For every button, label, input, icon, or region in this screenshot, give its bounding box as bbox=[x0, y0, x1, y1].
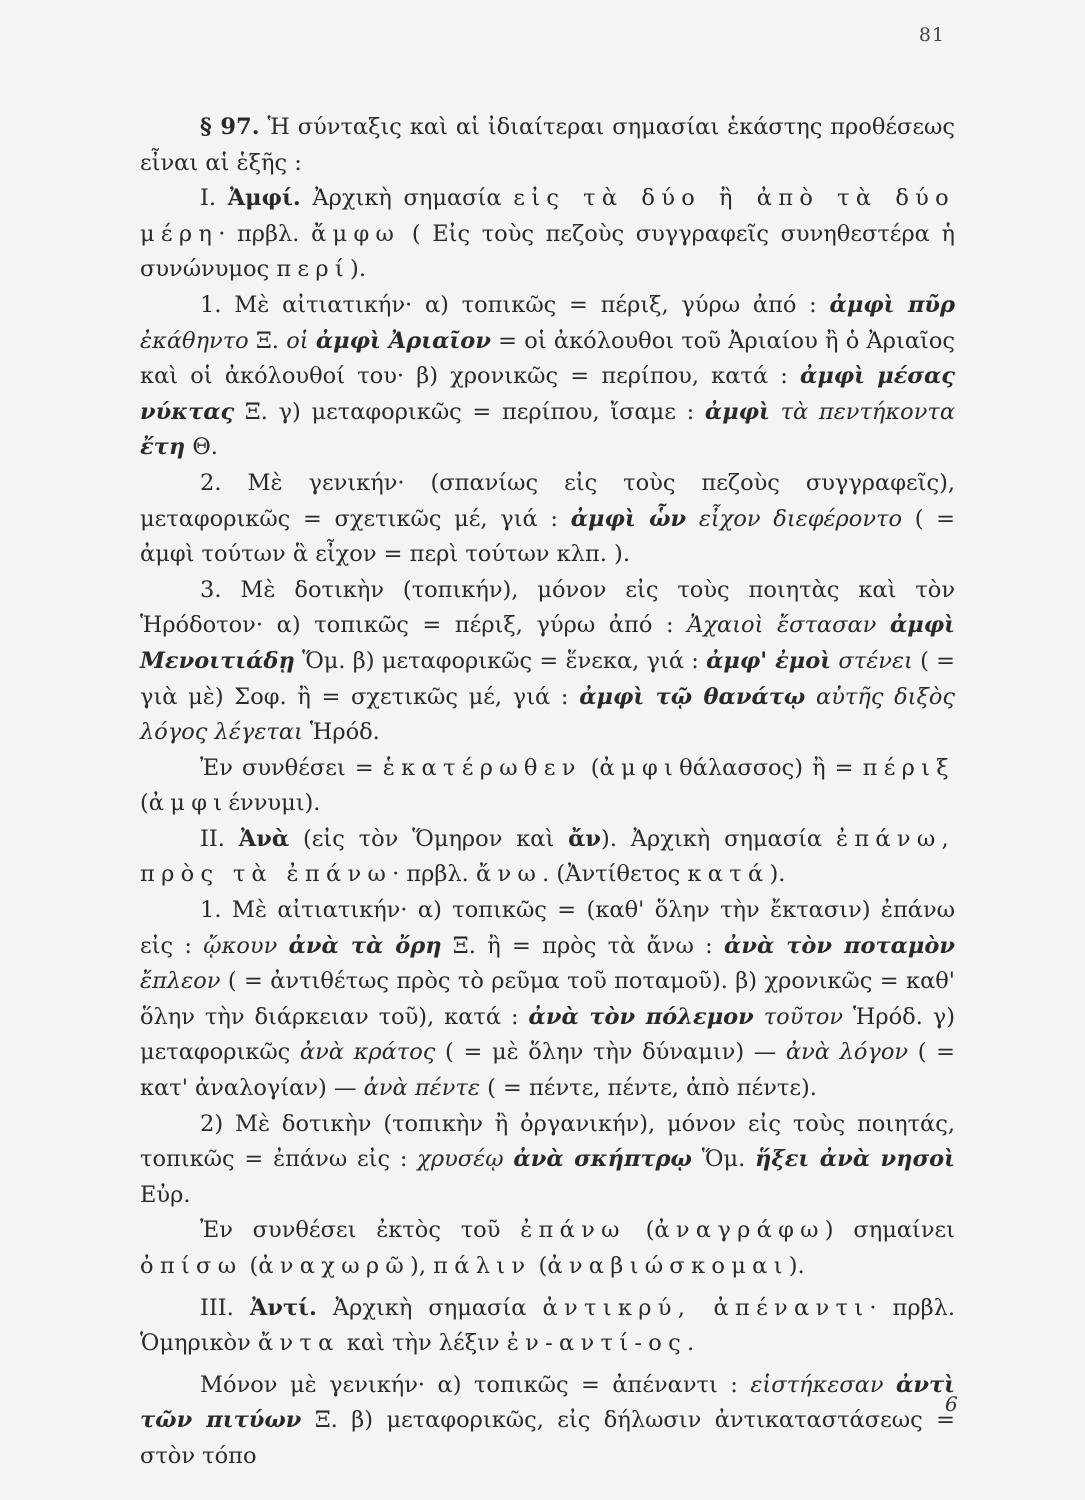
headword-amphi: Ἀμφί. bbox=[227, 185, 301, 212]
page-number: 81 bbox=[918, 24, 945, 46]
paragraph-anti-intro: III. Ἀντί. Ἀρχικὴ σημασία ἀντικρύ, ἀπέναντι· πρβλ. Ὁμηρικὸν ἄντα καὶ τὴν λέξιν ἐν-αντί-ος. bbox=[140, 1294, 955, 1357]
section-numeral: III. bbox=[200, 1294, 234, 1321]
headword-anti: Ἀντί. bbox=[249, 1294, 317, 1321]
section-numeral: I. bbox=[200, 185, 217, 212]
paragraph-amphi-accusative: 1. Μὲ αἰτιατικήν· α) τοπικῶς = πέριξ, γύρω ἀπό : ἀμφὶ πῦρ ἐκάθηντο Ξ. οἱ ἀμφὶ Ἀριαῖον = οἱ ἀκόλουθοι τοῦ Ἀριαίου ἢ ὁ Ἀριαῖος καὶ οἱ ἀκόλουθοί του· β) χρονικῶς = περίπου, κατά : ἀμφὶ μέσας νύκτας Ξ. γ) μεταφορικῶς = περίπου, ἴσαμε : ἀμφὶ τὰ πεντήκοντα ἔτη Θ. bbox=[140, 291, 956, 461]
paragraph-amphi-dative: 3. Μὲ δοτικὴν (τοπικήν), μόνον εἰς τοὺς ποιητὰς καὶ τὸν Ἡρόδοτον· α) τοπικῶς = πέριξ, γύρω ἀπό : Ἀχαιοὶ ἔστασαν ἀμφὶ Μενοιτιάδῃ Ὅμ. β) μεταφορικῶς = ἕνεκα, γιά : ἀμφ' ἐμοὶ στένει ( = γιὰ μὲ) Σοφ. ἢ = σχετικῶς μέ, γιά : ἀμφὶ τῷ θανάτῳ αὐτῆς διξὸς λόγος λέγεται Ἡρόδ. bbox=[140, 576, 956, 746]
paragraph-anti-genitive: Μόνον μὲ γενικήν· α) τοπικῶς = ἀπέναντι : εἱστήκεσαν ἀντὶ τῶν πιτύων Ξ. β) μεταφορικῶς, εἰς δήλωσιν ἀντικαταστάσεως = στὸν τόπο bbox=[140, 1371, 955, 1469]
paragraph-amphi-intro: I. Ἀμφί. Ἀρχικὴ σημασία εἰς τὰ δύο ἢ ἀπὸ τὰ δύο μέρη· πρβλ. ἄμφω ( Εἰς τοὺς πεζοὺς συγγραφεῖς συνηθεστέρα ἡ συνώνυμος περί). bbox=[140, 185, 956, 283]
paragraph-ana-compounds: Ἐν συνθέσει ἐκτὸς τοῦ ἐπάνω (ἀναγράφω) σημαίνει ὀπίσω (ἀναχωρῶ), πάλιν (ἀναβιώσκομαι). bbox=[140, 1217, 955, 1279]
paragraph-section-97: § 97. Ἡ σύνταξις καὶ αἱ ἰδιαίτεραι σημασίαι ἑκάστης προθέσεως εἶναι αἱ ἑξῆς : bbox=[140, 114, 955, 176]
signature-number: 6 bbox=[945, 1392, 958, 1416]
headword-ana: Ἀνὰ bbox=[238, 825, 290, 852]
section-mark: § 97. bbox=[200, 114, 260, 140]
paragraph-ana-dative: 2) Μὲ δοτικὴν (τοπικὴν ἢ ὀργανικήν), μόνον εἰς τοὺς ποιητάς, τοπικῶς = ἐπάνω εἰς : χρυσέῳ ἀνὰ σκήπτρῳ Ὅμ. ἥξει ἀνὰ νησοὶ Εὐρ. bbox=[140, 1110, 955, 1208]
paragraph-ana-accusative: 1. Μὲ αἰτιατικήν· α) τοπικῶς = (καθ' ὅλην τὴν ἔκτασιν) ἐπάνω εἰς : ᾤκουν ἀνὰ τὰ ὄρη Ξ. ἢ = πρὸς τὰ ἄνω : ἀνὰ τὸν ποταμὸν ἔπλεον ( = ἀντιθέτως πρὸς τὸ ρεῦμα τοῦ ποταμοῦ). β) χρονικῶς = καθ' ὅλην τὴν διάρκειαν τοῦ), κατά : ἀνὰ τὸν πόλεμον τοῦτον Ἡρόδ. γ) μεταφορικῶς ἀνὰ κράτος ( = μὲ ὅλην τὴν δύναμιν) — ἀνὰ λόγον ( = κατ' ἀναλογίαν) — ἀνὰ πέντε ( = πέντε, πέντε, ἀπὸ πέντε). bbox=[140, 897, 956, 1102]
main-text bbox=[140, 110, 955, 1475]
paragraph-amphi-genitive: 2. Μὲ γενικήν· (σπανίως εἰς τοὺς πεζοὺς συγγραφεῖς), μεταφορικῶς = σχετικῶς μέ, γιά : ἀμφὶ ὧν εἶχον διεφέροντο ( = ἀμφὶ τούτων ἃ εἶχον = περὶ τούτων κλπ. ). bbox=[140, 469, 956, 568]
section-numeral: II. bbox=[200, 825, 225, 852]
paragraph-amphi-compounds: Ἐν συνθέσει = ἑκατέρωθεν (ἀμφιθάλασσος) ἢ = πέριξ (ἀμφιέννυμι). bbox=[140, 754, 955, 817]
paragraph-ana-intro: II. Ἀνὰ (εἰς τὸν Ὅμηρον καὶ ἄν). Ἀρχικὴ σημασία ἐπάνω, πρὸς τὰ ἐπάνω· πρβλ. ἄνω. (Ἀντίθετος κατά). bbox=[140, 825, 955, 888]
